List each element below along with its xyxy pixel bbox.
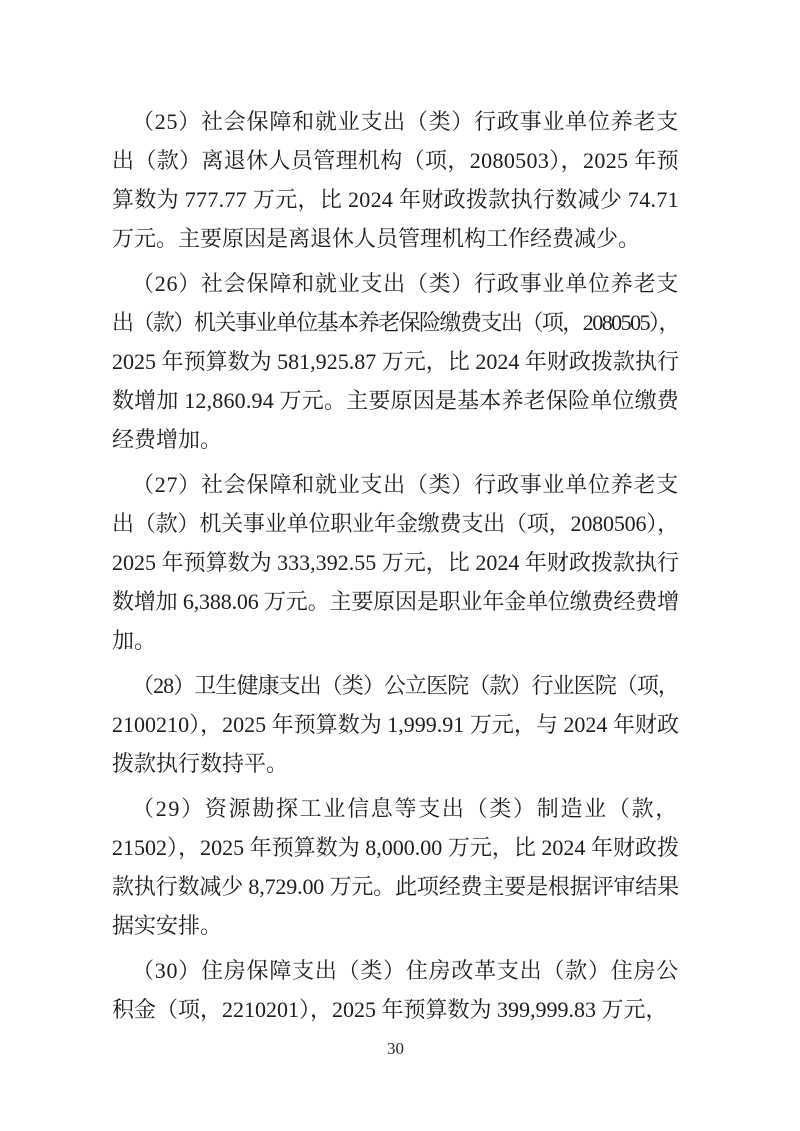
paragraph xyxy=(112,264,679,459)
line-text: 出（款）机关事业单位职业年金缴费支出（项，2080506）， xyxy=(112,511,679,536)
paragraph-line xyxy=(112,342,679,381)
paragraph-line xyxy=(112,744,679,783)
line-text: 万元。主要原因是离退休人员管理机构工作经费减少。 xyxy=(112,226,641,251)
line-text: 出（款）机关事业单位基本养老保险缴费支出（项，2080505）， xyxy=(112,310,679,335)
line-text: 经费增加。 xyxy=(112,427,223,452)
line-text: （30）住房保障支出（类）住房改革支出（款）住房公 xyxy=(132,958,679,983)
paragraph-line xyxy=(112,543,679,582)
line-text: 21502），2025 年预算数为 8,000.00 万元，比 2024 年财政拨 xyxy=(112,835,679,860)
paragraph xyxy=(112,789,679,945)
line-text: 数增加 6,388.06 万元。主要原因是职业年金单位缴费经费增 xyxy=(112,589,679,614)
paragraph-line xyxy=(112,264,679,303)
page-number: 30 xyxy=(387,1039,404,1058)
paragraph xyxy=(112,666,679,783)
paragraph-line xyxy=(112,582,679,621)
line-text: （25）社会保障和就业支出（类）行政事业单位养老支 xyxy=(132,109,679,134)
paragraph-line xyxy=(112,381,679,420)
paragraph-line xyxy=(112,504,679,543)
line-text: 款执行数减少 8,729.00 万元。此项经费主要是根据评审结果 xyxy=(112,874,679,899)
line-text: 2025 年预算数为 581,925.87 万元，比 2024 年财政拨款执行 xyxy=(112,349,679,374)
paragraph-line xyxy=(112,303,679,342)
paragraph-line xyxy=(112,705,679,744)
line-text: （29）资源勘探工业信息等支出（类）制造业（款， xyxy=(132,796,679,821)
paragraph-line xyxy=(112,102,679,141)
paragraph-line xyxy=(112,990,679,1029)
line-text: 2100210），2025 年预算数为 1,999.91 万元，与 2024 年财政 xyxy=(112,712,679,737)
text-block xyxy=(112,102,679,1029)
paragraph-line xyxy=(112,867,679,906)
paragraph-line xyxy=(112,141,679,180)
paragraph-line xyxy=(112,906,679,945)
line-text: 拨款执行数持平。 xyxy=(112,751,289,776)
line-text: （28）卫生健康支出（类）公立医院（款）行业医院（项， xyxy=(132,673,679,698)
line-text: （26）社会保障和就业支出（类）行政事业单位养老支 xyxy=(132,271,679,296)
line-text: 数增加 12,860.94 万元。主要原因是基本养老保险单位缴费 xyxy=(112,388,679,413)
paragraph-line xyxy=(112,180,679,219)
paragraph-line xyxy=(112,666,679,705)
paragraph xyxy=(112,465,679,660)
paragraph xyxy=(112,102,679,258)
line-text: 据实安排。 xyxy=(112,913,223,938)
paragraph-line xyxy=(112,219,679,258)
paragraph-line xyxy=(112,789,679,828)
line-text: 2025 年预算数为 333,392.55 万元，比 2024 年财政拨款执行 xyxy=(112,550,679,575)
line-text: 算数为 777.77 万元，比 2024 年财政拨款执行数减少 74.71 xyxy=(112,187,679,212)
paragraph xyxy=(112,951,679,1029)
paragraph-line xyxy=(112,951,679,990)
line-text: 积金（项，2210201），2025 年预算数为 399,999.83 万元， xyxy=(112,997,668,1022)
paragraph-line xyxy=(112,621,679,660)
paragraph-line xyxy=(112,828,679,867)
paragraph-line xyxy=(112,420,679,459)
line-text: （27）社会保障和就业支出（类）行政事业单位养老支 xyxy=(132,472,679,497)
line-text: 出（款）离退休人员管理机构（项，2080503），2025 年预 xyxy=(112,148,679,173)
paragraph-line xyxy=(112,465,679,504)
line-text: 加。 xyxy=(112,628,157,653)
